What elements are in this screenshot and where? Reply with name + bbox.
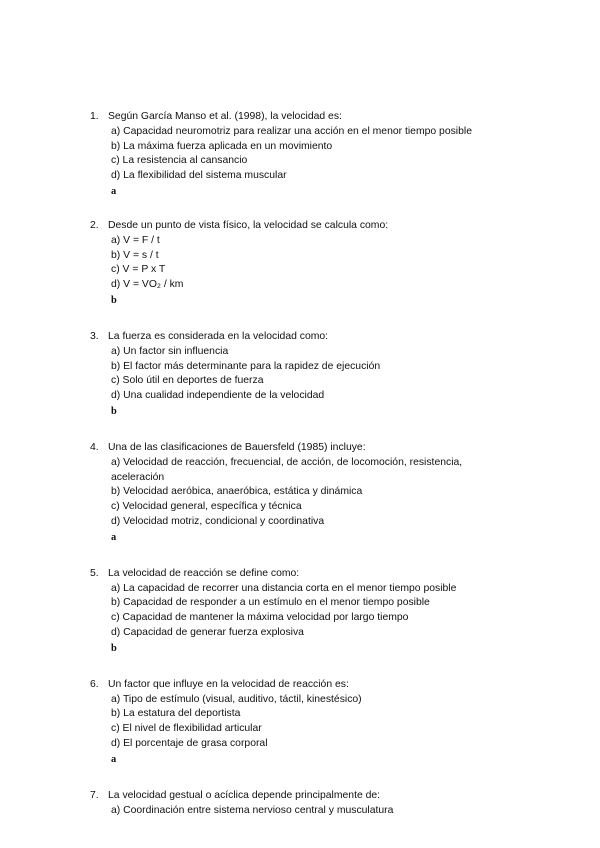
question-header <box>0 567 600 582</box>
option-c: c) El nivel de flexibilidad articular <box>111 723 262 735</box>
option-d: d) Capacidad de generar fuerza explosiva <box>111 626 304 638</box>
options-list <box>111 804 511 819</box>
question-list <box>0 110 600 818</box>
option-a: a) Capacidad neuromotriz para realizar una acción en el menor tiempo posible <box>111 125 472 137</box>
answer-key: a <box>111 531 117 543</box>
option-d: d) Una cualidad independiente de la velocidad <box>111 390 325 402</box>
question-header <box>0 678 600 693</box>
answer-key: a <box>111 753 117 765</box>
option-d: d) Velocidad motriz, condicional y coordinativa <box>111 515 325 527</box>
answer-key: a <box>111 185 117 197</box>
question-3 <box>0 330 600 419</box>
question-header <box>0 441 600 456</box>
question-text: La fuerza es considerada en la velocidad como: <box>108 330 329 342</box>
question-number: 4. <box>90 441 99 453</box>
option-b: b) La estatura del deportista <box>111 708 241 720</box>
options-list <box>111 234 511 293</box>
option-c: c) V = P x T <box>111 264 166 276</box>
option-c: c) Solo útil en deportes de fuerza <box>111 375 264 387</box>
options-list <box>111 125 511 184</box>
option-d: d) El porcentaje de grasa corporal <box>111 737 268 749</box>
question-header <box>0 330 600 345</box>
option-a: a) Coordinación entre sistema nervioso central y musculatura <box>111 804 394 816</box>
question-header <box>0 219 600 234</box>
question-2 <box>0 219 600 308</box>
question-text: Un factor que influye en la velocidad de reacción es: <box>108 678 349 690</box>
question-number: 7. <box>90 789 99 801</box>
options-list <box>111 582 511 641</box>
option-a: a) V = F / t <box>111 234 160 246</box>
question-header <box>0 789 600 804</box>
option-d: d) V = VO₂ / km <box>111 279 184 291</box>
option-b: b) Capacidad de responder a un estímulo en el menor tiempo posible <box>111 597 430 609</box>
question-7 <box>0 789 600 819</box>
question-text: Desde un punto de vista físico, la velocidad se calcula como: <box>108 219 389 231</box>
question-5 <box>0 567 600 656</box>
options-list <box>111 456 511 530</box>
option-b: b) El factor más determinante para la rapidez de ejecución <box>111 360 381 372</box>
question-text: Según García Manso et al. (1998), la velocidad es: <box>108 111 342 122</box>
answer-key: b <box>111 642 117 654</box>
option-b: b) La máxima fuerza aplicada en un movimiento <box>111 140 333 152</box>
option-c: c) Velocidad general, específica y técnica <box>111 501 302 513</box>
question-number: 5. <box>90 567 99 579</box>
option-a: a) La capacidad de recorrer una distancia corta en el menor tiempo posible <box>111 582 457 594</box>
question-number: 2. <box>90 219 99 231</box>
options-list <box>111 345 511 404</box>
option-a: a) Un factor sin influencia <box>111 345 229 357</box>
question-text: La velocidad de reacción se define como: <box>108 567 300 579</box>
question-text: La velocidad gestual o acíclica depende principalmente de: <box>108 789 381 801</box>
option-b: b) Velocidad aeróbica, anaeróbica, estática y dinámica <box>111 486 363 498</box>
option-c: c) Capacidad de mantener la máxima velocidad por largo tiempo <box>111 612 409 624</box>
option-b: b) V = s / t <box>111 249 159 261</box>
option-a: a) Velocidad de reacción, frecuencial, de acción, de locomoción, resistencia, aceleración <box>111 456 463 483</box>
option-c: c) La resistencia al cansancio <box>111 155 248 167</box>
answer-key: b <box>111 405 117 417</box>
question-number: 3. <box>90 330 99 342</box>
question-text: Una de las clasificaciones de Bauersfeld (1985) incluye: <box>108 441 366 453</box>
options-list <box>111 693 511 752</box>
question-4 <box>0 441 600 545</box>
question-number: 6. <box>90 678 99 690</box>
question-6 <box>0 678 600 767</box>
question-1 <box>0 110 600 199</box>
question-header <box>0 110 600 125</box>
option-a: a) Tipo de estímulo (visual, auditivo, táctil, kinestésico) <box>111 693 362 705</box>
question-number: 1. <box>90 111 99 122</box>
answer-key: b <box>111 294 117 306</box>
option-d: d) La flexibilidad del sistema muscular <box>111 170 287 182</box>
